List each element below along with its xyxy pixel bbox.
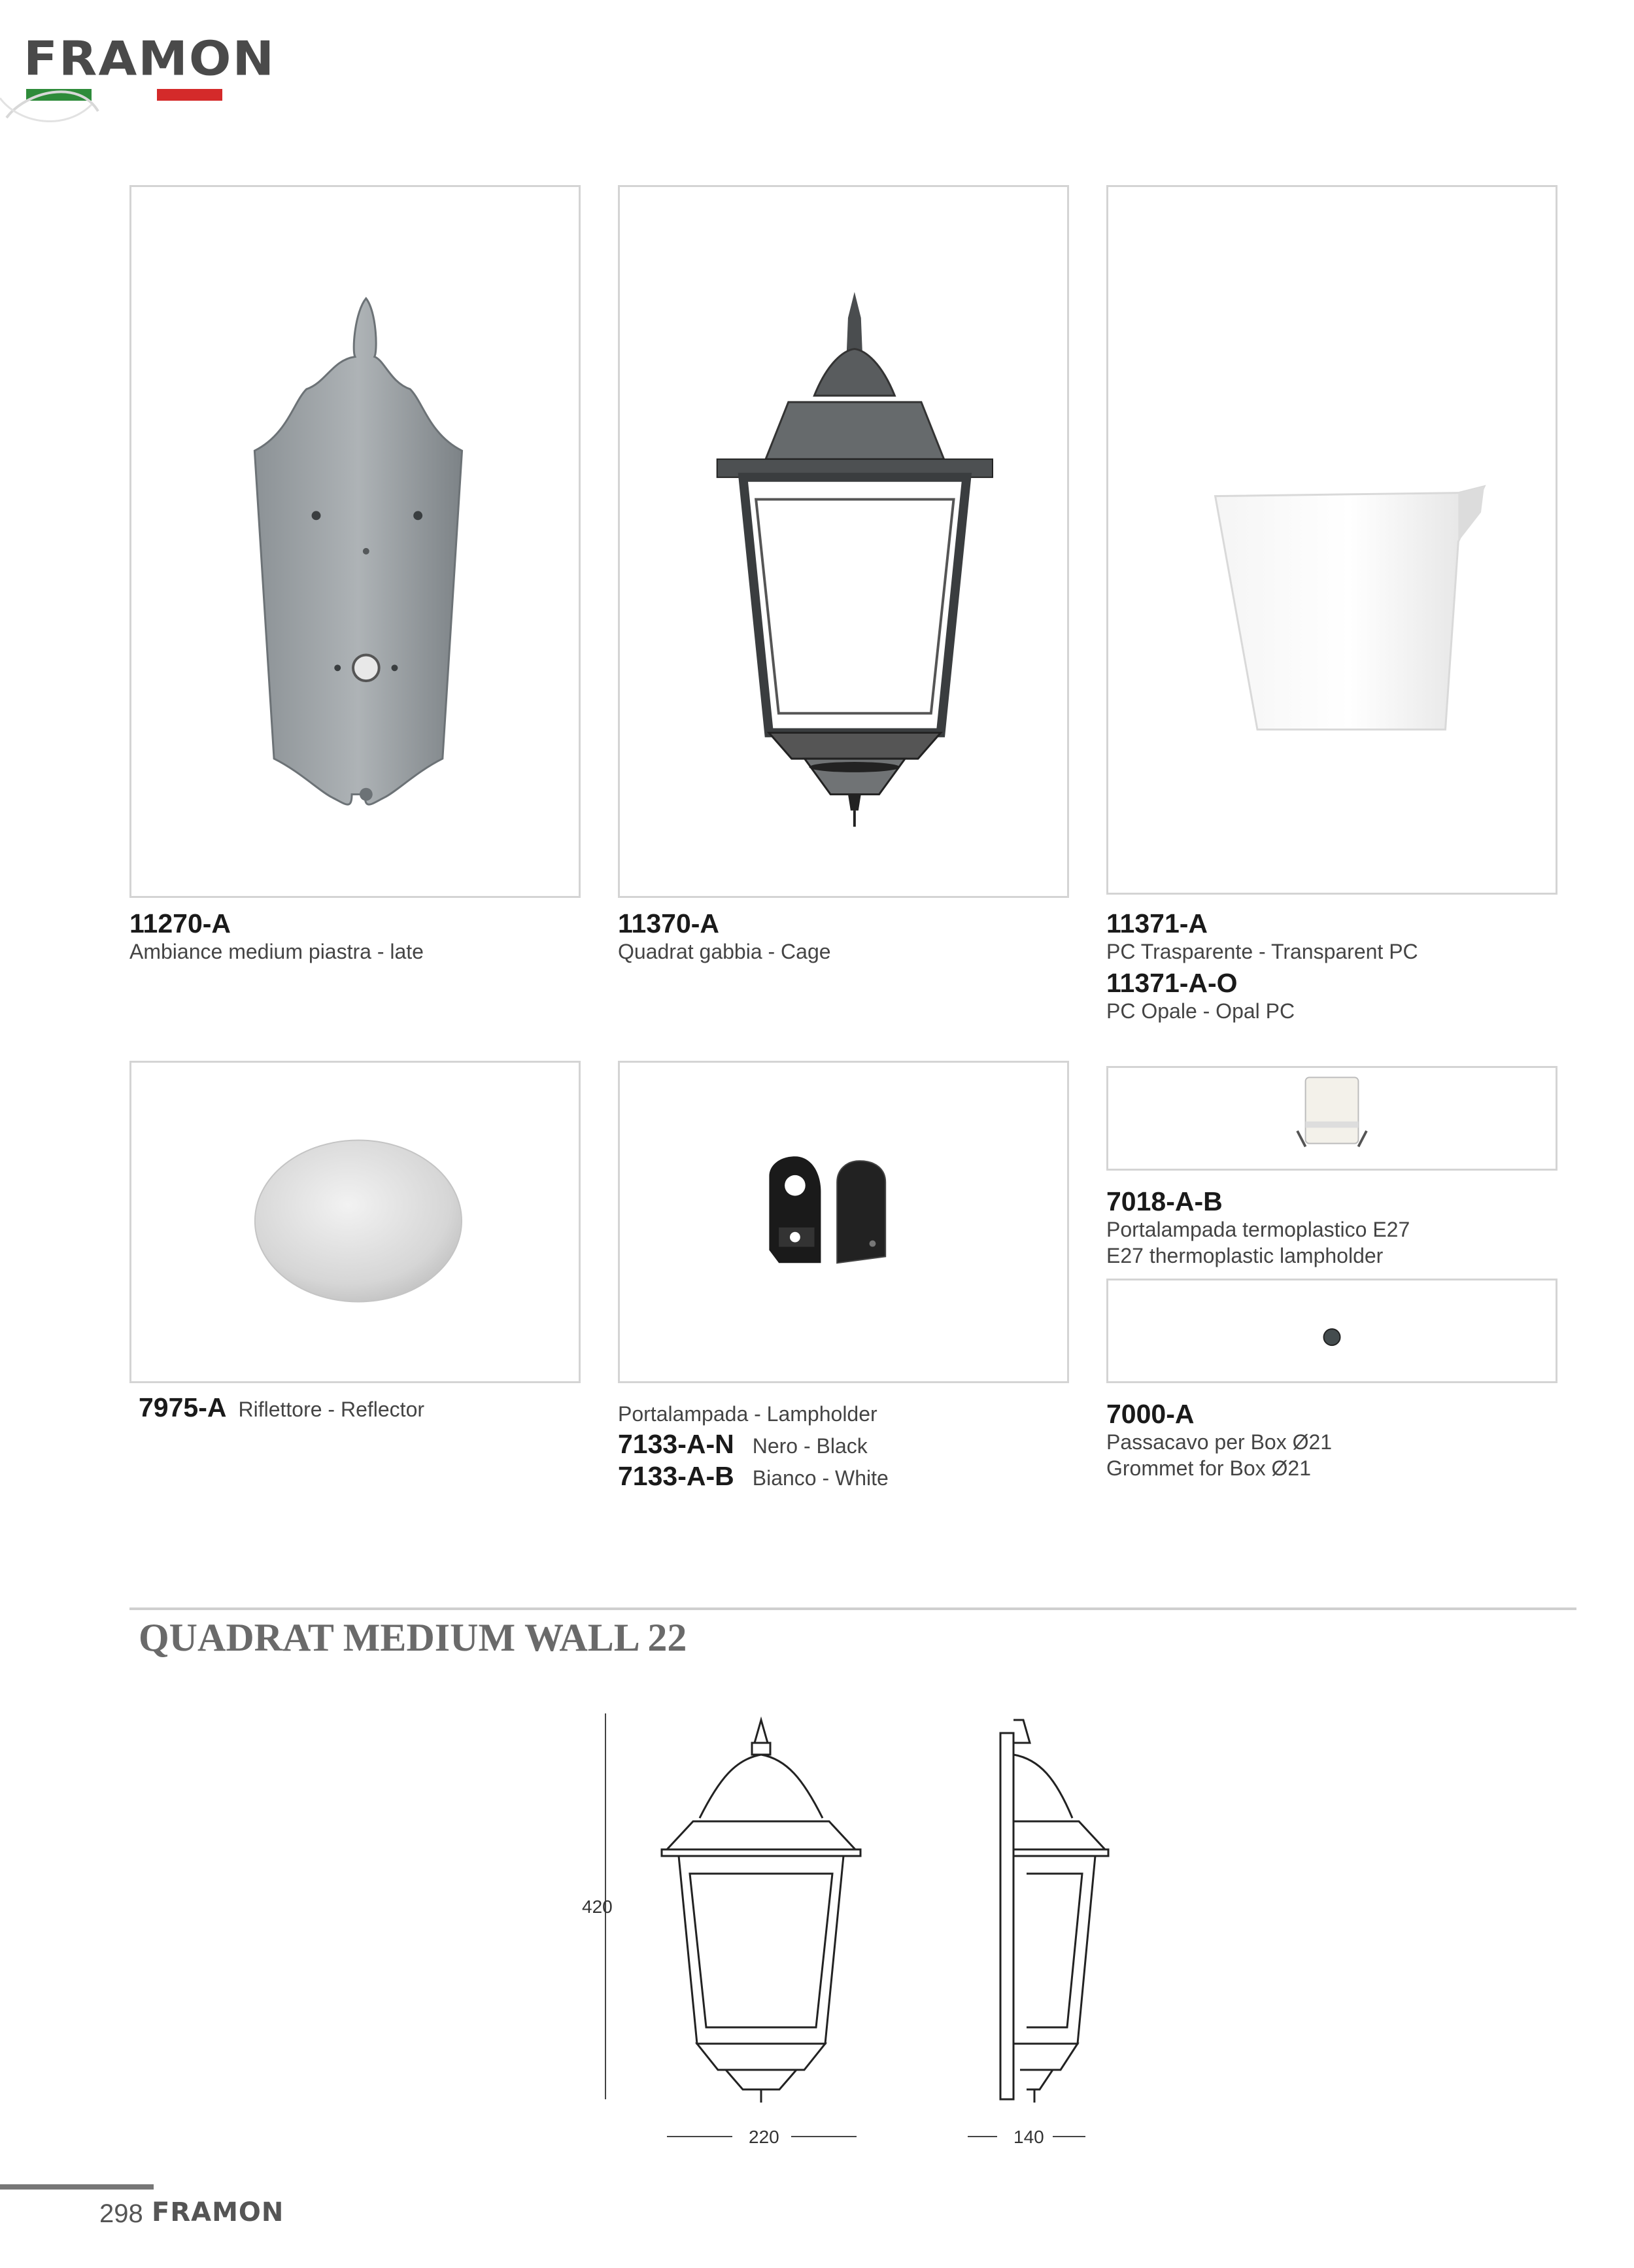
product-label-11270-A xyxy=(129,909,424,965)
logo-text: FRAMON xyxy=(24,31,276,86)
product-code: 7975-A xyxy=(139,1392,227,1422)
logo-swirl-decoration xyxy=(0,39,111,131)
product-description: Quadrat gabbia - Cage xyxy=(618,940,831,964)
depth-dimension-label: 140 xyxy=(1013,2127,1044,2147)
product-code: 11370-A xyxy=(618,908,720,938)
section-divider xyxy=(129,1607,1576,1610)
product-description: Riflettore - Reflector xyxy=(238,1398,425,1421)
product-description: PC Trasparente - Transparent PC xyxy=(1106,940,1418,964)
technical-drawing xyxy=(569,1707,1157,2158)
product-label-11371-A xyxy=(1106,909,1418,1024)
product-description: Portalampada - Lampholder xyxy=(618,1402,877,1426)
footer-logo: FRAMON xyxy=(152,2197,284,2227)
lantern-cage-image xyxy=(620,187,1067,896)
product-label-11370-A xyxy=(618,909,831,965)
reflector-image xyxy=(131,1063,579,1381)
product-image-11270-A xyxy=(129,185,581,898)
product-code: 7018-A-B xyxy=(1106,1186,1223,1216)
e27-lampholder-image xyxy=(1108,1068,1556,1169)
product-variant-description: Nero - Black xyxy=(752,1434,868,1458)
height-dimension-label: 420 xyxy=(582,1897,613,1917)
product-code: 11371-A xyxy=(1106,908,1208,938)
page-number: 298 xyxy=(99,2199,143,2228)
product-code-variant: 7133-A-B xyxy=(618,1461,734,1492)
product-description-variant: PC Opale - Opal PC xyxy=(1106,999,1295,1023)
product-description-english: Grommet for Box Ø21 xyxy=(1106,1456,1311,1481)
product-label-7133-A xyxy=(618,1401,889,1491)
product-image-7018-A-B xyxy=(1106,1066,1557,1171)
product-image-7000-A xyxy=(1106,1279,1557,1383)
product-code: 7133-A-N xyxy=(618,1429,734,1459)
product-variant-description: Bianco - White xyxy=(752,1466,889,1490)
product-image-7975-A xyxy=(129,1061,581,1383)
product-image-11370-A xyxy=(618,185,1069,898)
diffuser-panel-image xyxy=(1108,187,1556,893)
product-description: Portalampada termoplastico E27 xyxy=(1106,1218,1410,1242)
product-code-variant: 11371-A-O xyxy=(1106,968,1238,999)
product-image-11371-A xyxy=(1106,185,1557,895)
product-label-7975-A xyxy=(139,1393,424,1422)
wall-plate-image xyxy=(131,187,579,896)
product-code: 11270-A xyxy=(129,908,231,938)
width-dimension-label: 220 xyxy=(749,2127,779,2147)
product-description: Passacavo per Box Ø21 xyxy=(1106,1430,1333,1454)
product-description: Ambiance medium piastra - late xyxy=(129,940,424,964)
product-label-7018-A-B xyxy=(1106,1187,1410,1269)
grommet-image xyxy=(1108,1280,1556,1381)
product-image-7133-A xyxy=(618,1061,1069,1383)
product-label-7000-A xyxy=(1106,1400,1332,1481)
section-title: QUADRAT MEDIUM WALL 22 xyxy=(139,1616,687,1659)
product-code: 7000-A xyxy=(1106,1399,1195,1429)
lampholder-bracket-image xyxy=(620,1063,1067,1381)
product-description-english: E27 thermoplastic lampholder xyxy=(1106,1244,1384,1268)
footer-bar xyxy=(0,2184,154,2190)
